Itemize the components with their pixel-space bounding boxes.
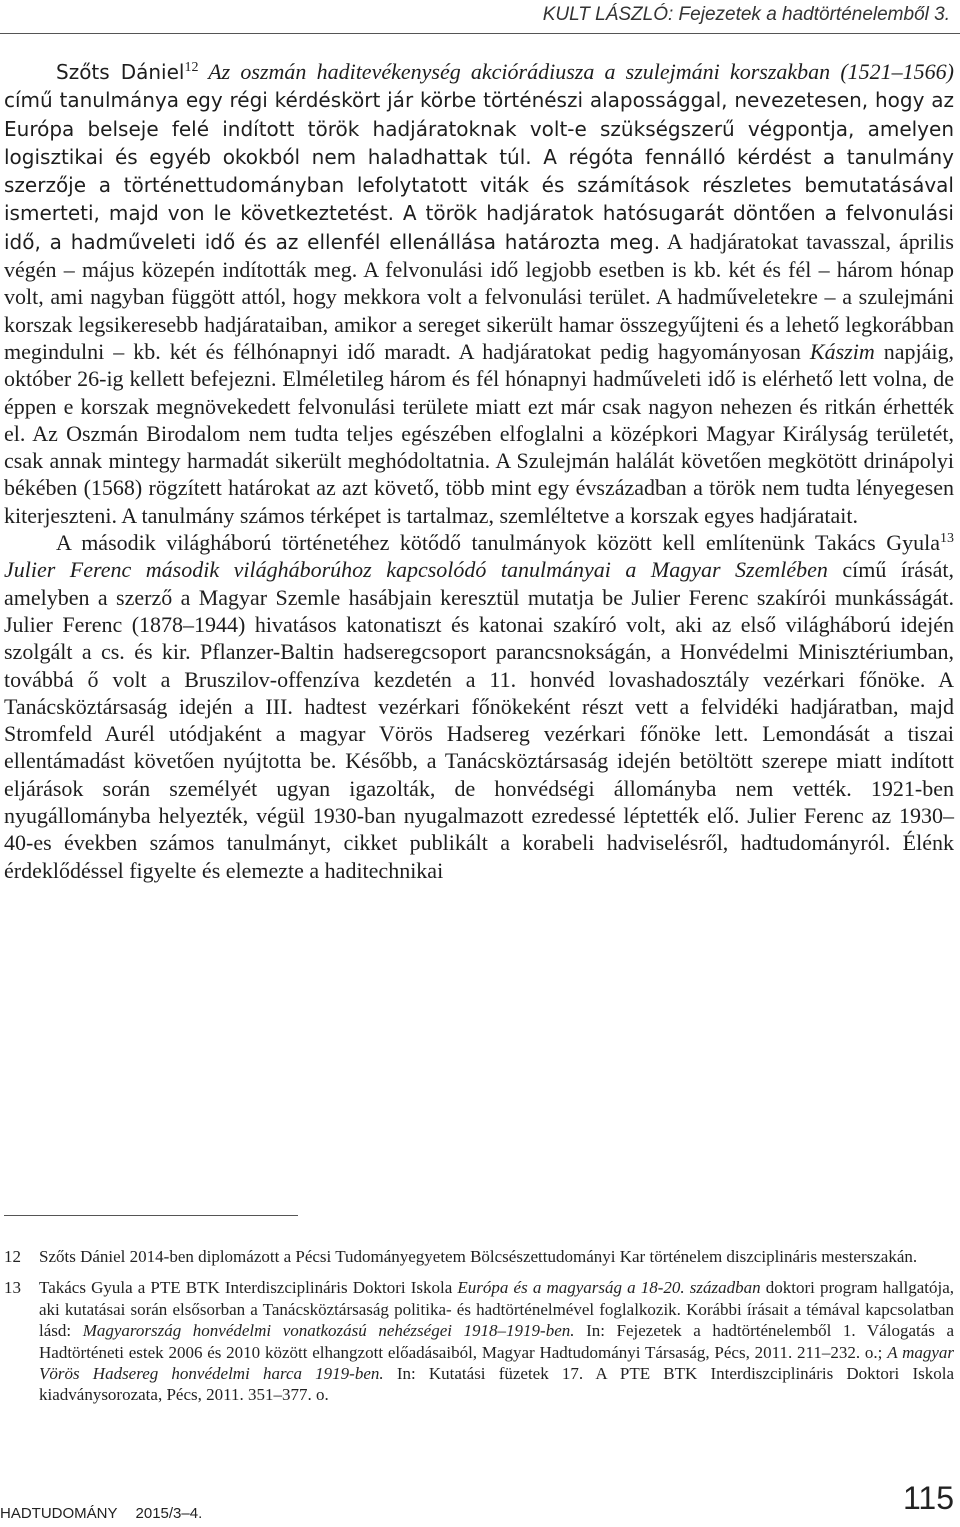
- paragraph-szots: [4, 58, 954, 529]
- article-body: [4, 58, 954, 884]
- program-title: Európa és a magyarság a 18-20. században: [457, 1278, 761, 1298]
- footnote-12: [4, 1246, 954, 1267]
- paragraph-text: Szőts Dániel: [56, 60, 185, 84]
- footnote-text: In: Kutatási füzetek 17. A PTE BTK Interdiszciplináris Doktori Iskola kiadványsorozata, Pécs, 2011. 351–377. o.: [39, 1364, 954, 1405]
- paragraph-text: című tanulmánya egy régi kérdéskört jár körbe történészi alapossággal, nevezetesen, hogy az Európa belseje felé indított török hadjáratoknak volt-e szükségszerű végpontja, amelyen logisztikai és egyéb okokból nem haladhattak túl. A régóta fennálló kérdést a tanulmány szerzője a történettudományban lefolytatott viták és számítások részletes bemutatásával ismerteti, majd von le következtetést. A török hadjáratok hatósugarát döntően a felvonulási idő, a hadműveleti idő és az ellenfél ellenállása határozta meg.: [4, 88, 954, 254]
- footnote-13: [4, 1277, 954, 1405]
- study-title: Julier Ferenc második világháborúhoz kapcsolódó tanulmányai a Magyar Szemlében: [4, 557, 828, 583]
- paragraph-text: A második világháború történetéhez kötődő tanulmányok között kell említenünk Takács Gyula: [56, 530, 940, 556]
- footnote-rule: [4, 1215, 298, 1216]
- cited-title: Magyarország honvédelmi vonatkozású nehézségei 1918–1919-ben.: [82, 1321, 575, 1341]
- footnote-text: doktori program hallgatója, aki kutatásai során elsősorban a Tanácsköztársaság politika- és hadtörténelmével foglalkozik. Korábbi írásait a témával kapcsolatban lásd:: [39, 1278, 954, 1341]
- footnote-ref-12[interactable]: 12: [184, 60, 199, 75]
- journal-name: HADTUDOMÁNY: [0, 1505, 118, 1522]
- cited-title: A magyar Vörös Hadsereg honvédelmi harca 1919-ben.: [39, 1342, 955, 1384]
- footnote-text: In: Fejezetek a hadtörténelemből 1. Válogatás a Hadtörténeti estek 2006 és 2010 között elhangzott előadásaiból, Magyar Hadtudományi Társaság, Pécs, 2011. 211–232. o.;: [39, 1321, 954, 1362]
- paragraph-text: napjáig, október 26-ig kellett befejezni. Elméletileg három és fél hónapnyi hadműveleti idő is elérhető lett volna, de éppen e korszak megnövekedett felvonulási területe miatt ezt már csak nagyon nehezen és ritkán érhették el. Az Oszmán Birodalom nem tudta teljes egészében elfoglalni a középkori Magyar Királyság területét, csak annak mintegy harmadát sikerült meghódoltatnia. A Szulejmán halálát követően megkötött drinápolyi békében (1568) rögzített határokat az azt követő, több mint egy évszázadban a török nem tudta lényegesen kiterjeszteni. A tanulmány számos térképet is tartalmaz, szemléltetve a korszak egyes hadjáratait.: [4, 338, 954, 528]
- footer-journal: [0, 1505, 202, 1522]
- footnote-ref-13[interactable]: 13: [940, 531, 954, 547]
- footnote-text: Takács Gyula a PTE BTK Interdiszciplináris Doktori Iskola: [39, 1278, 458, 1298]
- page-number: 115: [902, 1480, 954, 1516]
- footnote-number: 12: [4, 1247, 21, 1266]
- study-title: Az oszmán haditevékenység akciórádiusza a szulejmáni korszakban (1521–1566): [198, 59, 954, 84]
- paragraph-text: című írását, amelyben a szerző a Magyar Szemle hasábjain keresztül mutatja be Julier Ferenc szakírói munkásságát. Julier Ferenc (1878–1944) hivatásos katonatiszt és katonai szakíró volt, aki az első világháború idején szolgált a cs. és kir. Pflanzer-Baltin hadseregcsoport parancsnokságán, a Honvédelmi Minisztériumban, továbbá ő volt a Bruszilov-offenzíva kezdetén a 11. honvéd lovashadosztály vezérkari főnöke. A Tanácsköztársaság idején a III. hadtest vezérkari főnökeként részt vett a felvidéki hadjáratban, majd Stromfeld Aurél utódjaként a magyar Vörös Hadsereg vezérkari főnöke lett. Lemondását a tiszai ellentámadást követően nyújtotta be. Később, a Tanácsköztársaság idején betöltött szerepe miatt indított eljárások során személyét ugyan igazolták, de honvédségi állományba nem vették. 1921-ben nyugállományba helyezték, végül 1930-ban nyugalmazott ezredessé léptették elő. Julier Ferenc az 1930–40-es években számos tanulmányt, cikket publikált a korabeli hadviselésről, hadtudományról. Élénk érdeklődéssel figyelte és elemezte a haditechnikai: [4, 557, 954, 883]
- paragraph-text: A hadjáratokat tavasszal, április végén – május közepén indították meg. A felvonulási idő legjobb esetben is kb. két és fél – három hónap volt, ami nagyban függött attól, hogy mekkora volt a felvonulási terület. A hadműveletekre – a szulejmáni korszak legsikeresebb hadjárataiban, amikor a sereget sikerült hamar összegyűjteni és a lehető legkorábban megindulni – kb. két és félhónapnyi idő maradt. A hadjáratokat pedig hagyományosan: [4, 228, 954, 364]
- kaszim-term: Kászim: [809, 338, 875, 364]
- issue-number: 2015/3–4.: [135, 1505, 203, 1522]
- footnote-number: 13: [4, 1278, 21, 1298]
- paragraph-takacs: [4, 529, 954, 884]
- footnote-text: Szőts Dániel 2014-ben diplomázott a Pécsi Tudományegyetem Bölcsészettudományi Kar történelem diszciplináris mesterszakán.: [39, 1247, 918, 1266]
- header-rule: [0, 33, 960, 34]
- footnotes: [4, 1246, 954, 1416]
- running-header: KULT LÁSZLÓ: Fejezetek a hadtörténelemből 3.: [542, 4, 950, 25]
